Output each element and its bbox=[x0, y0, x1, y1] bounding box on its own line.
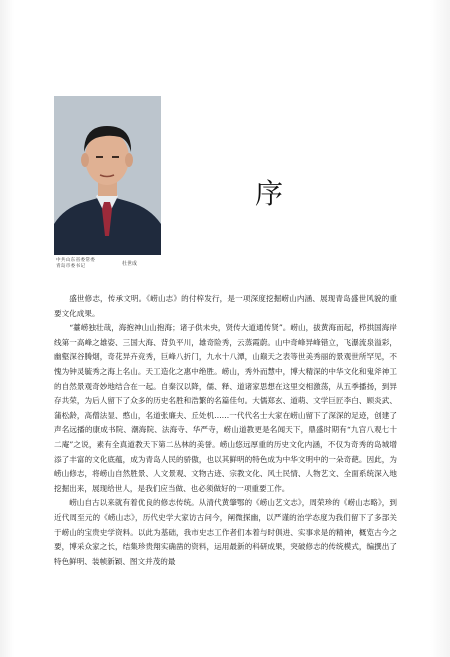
caption-org-line1: 中共山东省委常委 bbox=[56, 258, 96, 263]
portrait-photo bbox=[54, 96, 161, 255]
preface-body bbox=[54, 292, 397, 569]
paragraph: “薹崂独壮哉，海抱神山山抱海；诸子供未央，贤传大道通传贤”。崂山，拔黄海而起，栉拱国海岸线第一高峰之雄姿、三国大海、背负平川，雄奇险秀，云蒸霞蔚。山中奇峰异峰错立，飞瀑流泉溢彩，幽壑深谷腾烟，奇花异卉竞秀，巨峰八折门，九水十八潭，山巅天之表等世美秀丽的景观世所罕见，不愧为钟灵毓秀之海上名山。天工造化之惠中绝胜。崂山，秀外而慧中，博大精深的中华文化和鬼斧神工的自然景观奇妙地结合在一起。自秦汉以降，儒、释、道诸家思想在这里交相激荡，从五季播扬，到异存共荣，为后人留下了众多的历史名胜和浩繁的名篇佳句。大儒郑玄、道萌、文学巨匠李白、顾炎武、蒲松龄，高僧法显、憨山，名道张廉夫、丘处机……一代代名士大家在崂山留下了深深的足迹，创建了声名远播的康成书院、潮海院、法海寺、华严寺，崂山道教更是名闻天下，鼎盛时期有“九宫八观七十二庵”之说，素有全真道教天下第二丛林的美誉。崂山悠远厚重的历史文化内涵，不仅为奇秀的岛城增添了丰富的文化底蕴，成为青岛人民的骄傲，也以其鲜明的特色成为中华文明中的一朵奇葩。因此，为崂山修志，将崂山自然胜景、人文景观、文物古迹、宗教文化、风土民情、人物艺文、全面系统深入地挖掘出来，展现给世人，是我们应当做、也必须做好的一项重要工作。 bbox=[54, 323, 397, 493]
caption-org-line2: 青岛市委书记 bbox=[56, 264, 86, 269]
photo-caption bbox=[56, 258, 166, 270]
caption-name: 杜世成 bbox=[122, 261, 138, 267]
paragraph: 崂山自古以来就有着优良的修志传统。从清代黄肇鄂的《崂山艺文志》，周荣珍的《崂山志略》，到近代周至元的《崂山志》，历代史学大家访古问今，阐微探幽，以严谨的治学态度为我们留下了多部关于崂山的宝贵史学资料。以此为基础，我市史志工作者们本着与时俱进、实事求是的精神，概览古今之要，博采众家之长，结集珍贵翔实确凿的资料，运用最新的科研成果，突破修志的传统模式，编撰出了特色鲜明、装帧新颖、图文并茂的最 bbox=[54, 498, 397, 566]
paragraph: 盛世修志，传承文明。《崂山志》的付梓发行，是一项深度挖掘崂山内涵、展现青岛盛世风貌的重要文化成果。 bbox=[54, 294, 397, 318]
page-title: 序 bbox=[255, 177, 286, 210]
